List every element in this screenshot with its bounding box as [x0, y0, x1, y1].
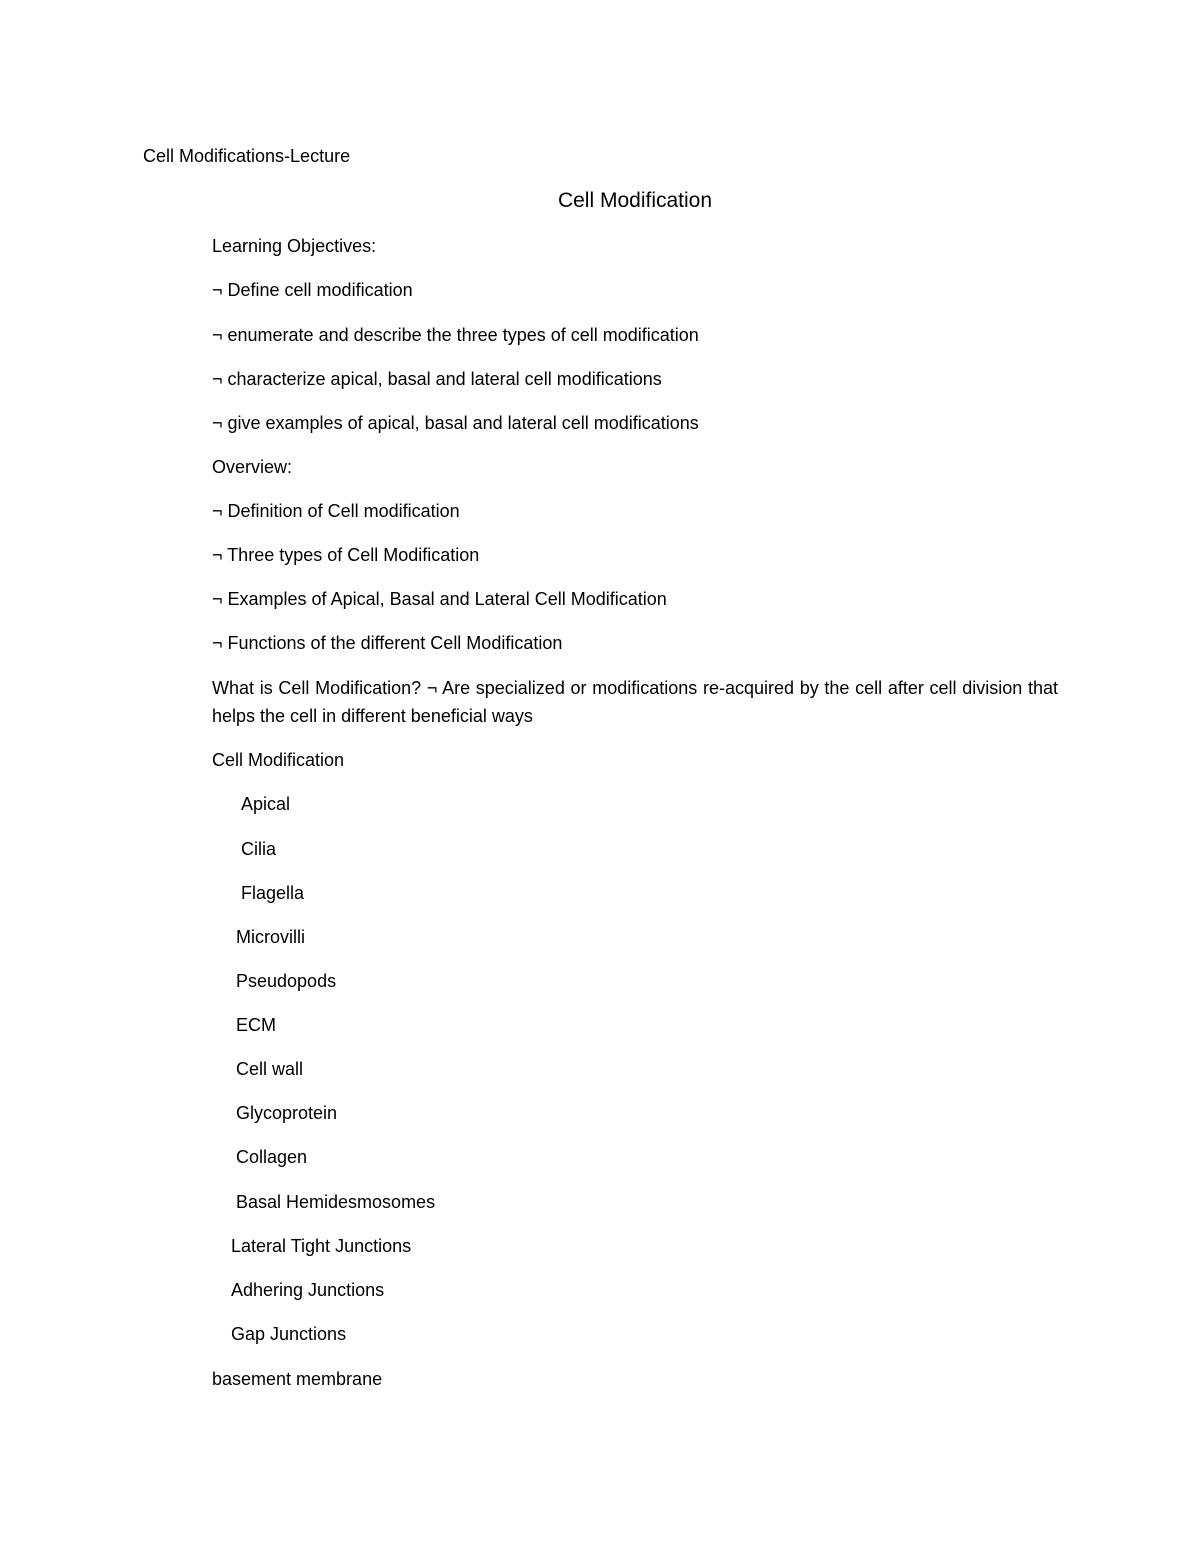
learning-objective-item: ¬ characterize apical, basal and lateral cell modifications: [212, 369, 662, 389]
cell-modification-item: Basal Hemidesmosomes: [236, 1192, 436, 1212]
cell-modification-item: Collagen: [236, 1147, 308, 1167]
cell-modification-item: Pseudopods: [236, 971, 337, 991]
basement-membrane-line: basement membrane: [212, 1369, 383, 1389]
overview-item: ¬ Examples of Apical, Basal and Lateral Cell Modification: [212, 589, 667, 609]
overview-item: ¬ Definition of Cell modification: [212, 501, 460, 521]
cell-modification-item: Cilia: [241, 839, 277, 859]
overview-item: ¬ Functions of the different Cell Modification: [212, 633, 563, 653]
cell-modification-item: Microvilli: [236, 927, 305, 947]
cell-modification-item: Flagella: [241, 883, 305, 903]
learning-objectives-heading: Learning Objectives:: [212, 236, 377, 256]
learning-objective-item: ¬ enumerate and describe the three types of cell modification: [212, 325, 699, 345]
cell-modification-item: Glycoprotein: [236, 1103, 338, 1123]
learning-objective-item: ¬ give examples of apical, basal and lateral cell modifications: [212, 413, 699, 433]
cell-modification-item: ECM: [236, 1015, 276, 1035]
document-header: Cell Modifications-Lecture: [143, 146, 351, 166]
overview-item: ¬ Three types of Cell Modification: [212, 545, 480, 565]
definition-paragraph: What is Cell Modification? ¬ Are specialized or modifications re-acquired by the cell after cell division that helps the cell in different beneficial ways: [212, 678, 1058, 726]
cell-modification-heading: Cell Modification: [212, 750, 345, 770]
cell-modification-item: Cell wall: [236, 1059, 304, 1079]
cell-modification-item: Adhering Junctions: [231, 1280, 385, 1300]
document-title: Cell Modification: [557, 189, 713, 212]
cell-modification-item: Gap Junctions: [231, 1324, 347, 1344]
cell-modification-item: Lateral Tight Junctions: [231, 1236, 412, 1256]
overview-heading: Overview:: [212, 457, 293, 477]
learning-objective-item: ¬ Define cell modification: [212, 280, 413, 300]
cell-modification-item: Apical: [241, 794, 291, 814]
